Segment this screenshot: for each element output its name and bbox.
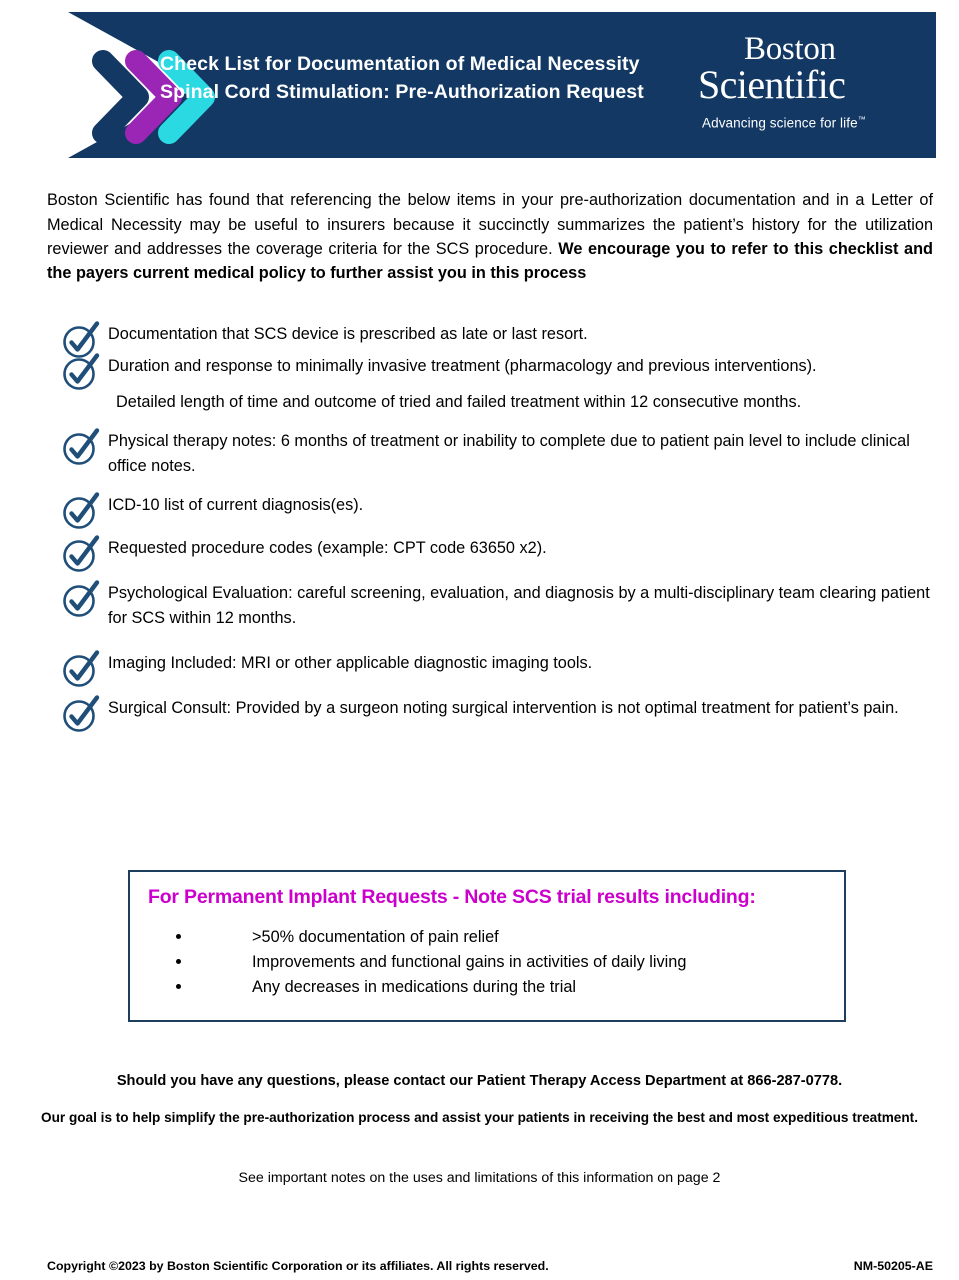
page-footer [0,1254,959,1274]
callout-list-item-label: Any decreases in medications during the trial [252,978,576,996]
checklist-item [60,651,940,676]
checklist-item [60,493,940,518]
checklist-item [60,322,940,347]
page-two-reference-note: See important notes on the uses and limitations of this information on page 2 [238,1170,721,1186]
check-circle-icon [60,492,102,530]
checklist-item [60,354,940,379]
bullet-icon [176,984,181,989]
checklist-item [60,429,940,479]
checklist-item-label: Requested procedure codes (example: CPT code 63650 x2). [108,539,547,557]
check-circle-icon [60,650,102,688]
contact-note: Should you have any questions, please contact our Patient Therapy Access Department at 866-287-0778. [116,1073,843,1089]
callout-list-item [130,975,844,1000]
checklist-item-label: Documentation that SCS device is prescribed as late or last resort. [108,325,588,343]
checklist [60,322,940,728]
checklist-item [60,696,940,721]
logo-word-scientific: Scientific [698,62,846,107]
checklist-item-label: Physical therapy notes: 6 months of treatment or inability to complete due to patient pain level to include clinical office notes. [108,432,910,475]
check-circle-icon [60,353,102,391]
check-circle-icon [60,695,102,733]
checklist-item-label: Surgical Consult: Provided by a surgeon noting surgical intervention is not optimal treatment for patient’s pain. [108,699,899,717]
logo-word-boston: Boston [744,31,836,67]
intro-paragraph [47,188,933,285]
check-circle-icon [60,428,102,466]
callout-list-item-label: Improvements and functional gains in activities of daily living [252,953,687,971]
checklist-item-label: ICD-10 list of current diagnosis(es). [108,496,364,514]
checklist-item [60,536,940,561]
checklist-item-label: Psychological Evaluation: careful screening, evaluation, and diagnosis by a multi-disciplinary team clearing patient for SCS within 12 months. [108,584,930,627]
page-title-line-1: Check List for Documentation of Medical Necessity [160,53,640,75]
callout-list-item-label: >50% documentation of pain relief [252,928,499,946]
trademark-symbol: ™ [857,115,866,124]
callout-list-item [130,950,844,975]
bullet-icon [176,934,181,939]
callout-title: For Permanent Implant Requests - Note SCS trial results including: [148,886,756,908]
logo-tagline-text: Advancing science for life [702,115,858,131]
checklist-item-label: Duration and response to minimally invasive treatment (pharmacology and previous interventions). [108,357,817,375]
goal-note: Our goal is to help simplify the pre-authorization process and assist your patients in receiving the best and most expeditious treatment. [41,1110,918,1125]
boston-scientific-logo [698,31,908,131]
checklist-item [60,581,940,631]
page-title-line-2: Spinal Cord Stimulation: Pre-Authorization Request [160,81,644,103]
header-banner [68,12,936,158]
intro-text-normal: Boston Scientific has found that referencing the below items in your pre-authorization documentation and in a Letter of Medical Necessity may be useful to insurers because it succinctly summarizes the patient’s history for the utilization reviewer and addresses the coverage criteria for the SCS procedure. [47,191,933,258]
bullet-icon [176,959,181,964]
copyright-text: Copyright ©2023 by Boston Scientific Corporation or its affiliates. All rights reserved. [47,1259,549,1273]
callout-bullet-list [130,925,844,1000]
check-circle-icon [60,535,102,573]
checklist-sub-note: Detailed length of time and outcome of tried and failed treatment within 12 consecutive months. [116,393,802,411]
permanent-implant-callout-box [128,870,846,1022]
page-title [160,50,644,106]
document-code: NM-50205-AE [853,1259,933,1273]
intro-text-bold: We encourage you to refer to this checklist and the payers current medical policy to further assist you in this process [47,239,933,282]
check-circle-icon [60,580,102,618]
callout-list-item [130,925,844,950]
checklist-item-label: Imaging Included: MRI or other applicable diagnostic imaging tools. [108,654,593,672]
logo-tagline [698,115,908,131]
